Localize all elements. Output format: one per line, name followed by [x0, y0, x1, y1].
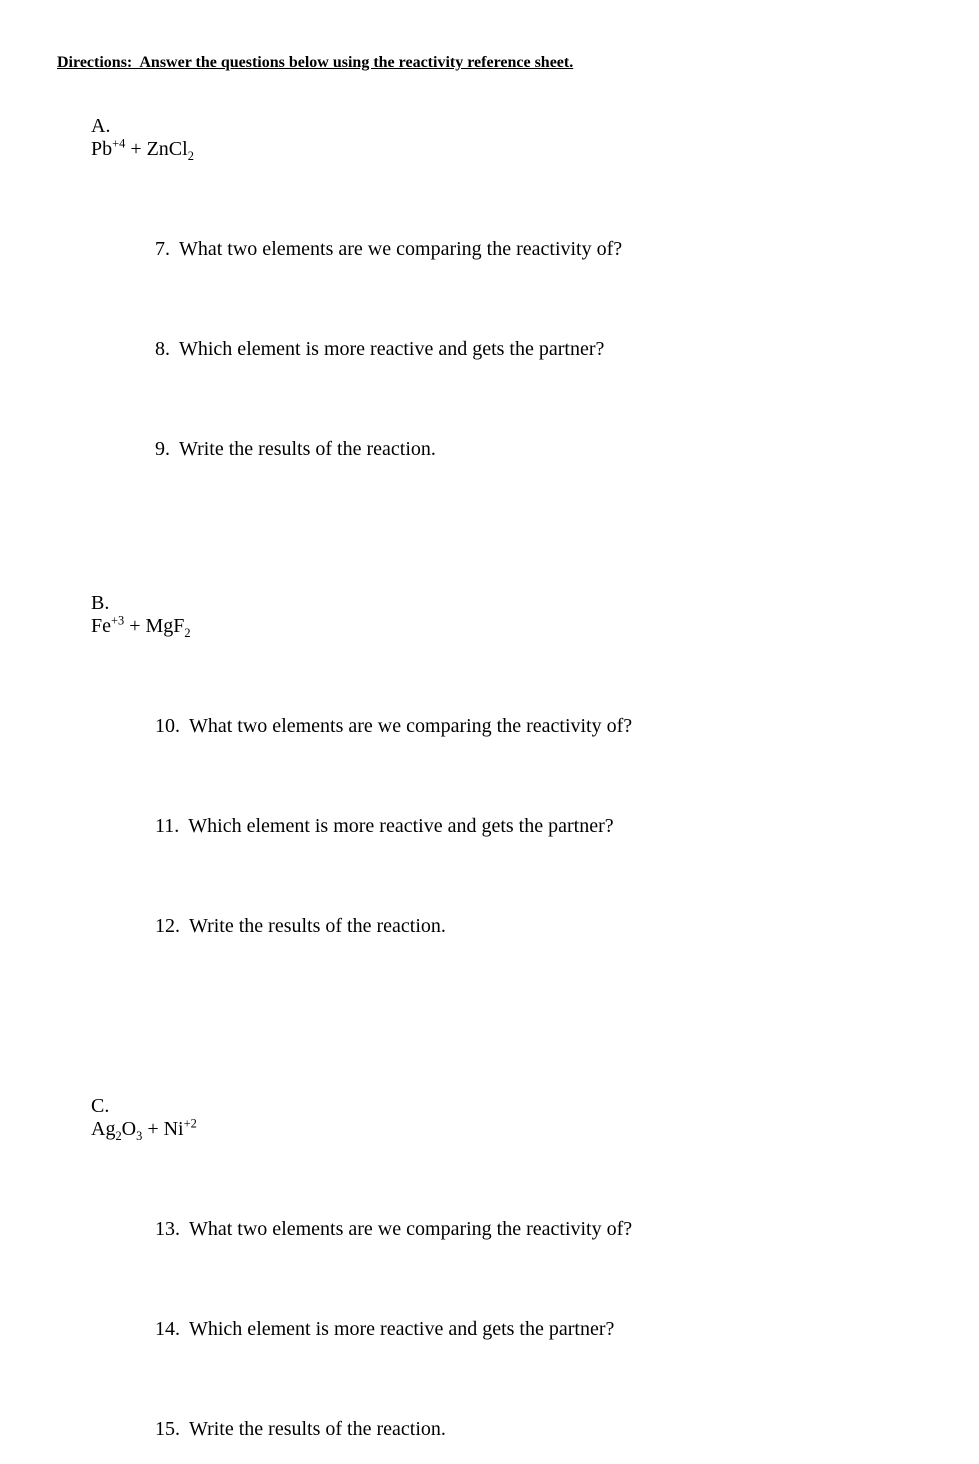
question-row	[115, 315, 919, 384]
question-number: 7.	[155, 238, 170, 261]
question-number: 12.	[155, 915, 180, 938]
formula-subscript: 2	[115, 1129, 122, 1144]
question-number: 8.	[155, 338, 170, 361]
section-b-heading	[61, 569, 919, 661]
question-text: What two elements are we comparing the reactivity of?	[179, 238, 623, 261]
question-number: 11.	[155, 815, 180, 838]
question-row	[115, 792, 919, 861]
chemical-formula: $Fe^{+3} + MgF_2$	[91, 613, 191, 641]
section-c-heading	[61, 1072, 919, 1164]
question-number: 15.	[155, 1418, 180, 1441]
question-row	[115, 692, 919, 761]
section-label: A.	[91, 115, 111, 138]
question-row	[115, 1395, 919, 1464]
section-b	[57, 569, 919, 961]
section-c-questions	[115, 1195, 919, 1464]
formula-subscript: 3	[136, 1129, 143, 1144]
formula-subscript: 2	[187, 149, 194, 164]
section-b-questions	[115, 692, 919, 961]
question-text: Which element is more reactive and gets the partner?	[189, 1318, 615, 1341]
section-label: B.	[91, 592, 110, 615]
charge-superscript: +3	[111, 613, 125, 628]
question-number: 10.	[155, 715, 180, 738]
section-label: C.	[91, 1095, 110, 1118]
question-row	[115, 415, 919, 484]
question-number: 14.	[155, 1318, 180, 1341]
section-a-heading	[61, 92, 919, 184]
question-row	[115, 1195, 919, 1264]
chemical-formula: $Pb^{+4}$ + ZnCl$_2$	[91, 136, 194, 164]
question-text: Which element is more reactive and gets the partner?	[179, 338, 605, 361]
formula-subscript: 2	[184, 626, 191, 641]
question-text: What two elements are we comparing the reactivity of?	[189, 715, 633, 738]
question-row	[115, 215, 919, 284]
question-text: What two elements are we comparing the reactivity of?	[189, 1218, 633, 1241]
question-text: Which element is more reactive and gets the partner?	[188, 815, 614, 838]
section-c	[57, 1072, 919, 1464]
question-row	[115, 892, 919, 961]
question-row	[115, 1295, 919, 1364]
charge-superscript: +4	[112, 136, 126, 151]
chemical-formula: $Ag_2O_3 + Ni^{+2}$	[91, 1116, 197, 1144]
charge-superscript: +2	[183, 1116, 197, 1131]
question-text: Write the results of the reaction.	[179, 438, 436, 461]
question-text: Write the results of the reaction.	[189, 915, 446, 938]
question-number: 9.	[155, 438, 170, 461]
question-number: 13.	[155, 1218, 180, 1241]
section-a	[57, 92, 919, 484]
question-text: Write the results of the reaction.	[189, 1418, 446, 1441]
section-a-questions	[115, 215, 919, 484]
directions-heading: Directions: Answer the questions below using the reactivity reference sheet.	[57, 54, 574, 71]
